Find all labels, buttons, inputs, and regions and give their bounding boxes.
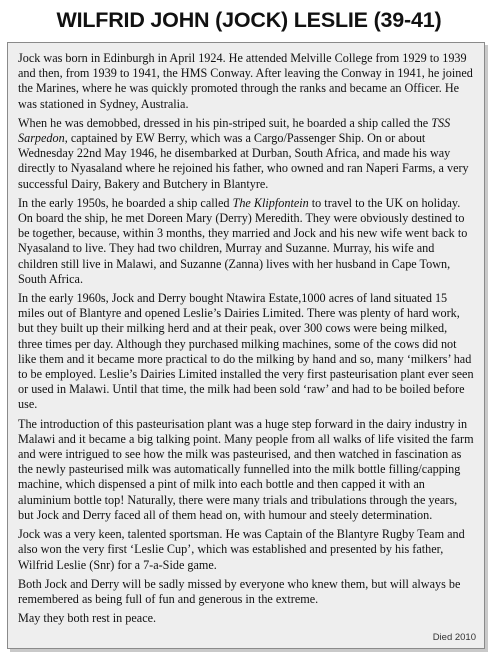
death-year-note: Died 2010 — [432, 632, 476, 643]
ship-name: TSS Sarpedon — [18, 115, 451, 146]
ship-name: The Klipfontein — [232, 195, 309, 210]
obituary-panel — [7, 42, 485, 649]
page-title: WILFRID JOHN (JOCK) LESLIE (39-41) — [56, 8, 442, 32]
paragraph-text: to travel to the UK on holiday. On board the ship, he met Doreen Mary (Derry) Meredith. They were obviously destined to be together, because, within 3 months, they married and Jock and his new wife went back to Nyasaland to live. They had two children, Murray and Suzanne. Murray, his wife and children still live in Malawi, and Suzanne (Zanna) lives with her husband in Cape Town, South Africa. — [18, 195, 468, 286]
paragraph-remembrance: Both Jock and Derry will be sadly missed by everyone who knew them, but will always be remembered as being full of fun and generous in the extreme. — [18, 576, 461, 606]
paragraph-pasteurisation: The introduction of this pasteurisation plant was a huge step forward in the dairy industry in Malawi and it became a big talking point. Many people from all walks of life visited the farm and were intrigued to see how the milk was pasteurised, and then watched in fascination as the newly pasteurised milk was automatically funnelled into the milk bottle filling/capping machine, which dispensed a pint of milk into each bottle and then capped it with an aluminium bottle top! Naturally, there were many trials and tribulations through the years, but Jock and Derry faced all of them head on, with humour and steely determination. — [18, 416, 474, 522]
paragraph-text: When he was demobbed, dressed in his pin-striped suit, he boarded a ship called the — [18, 115, 432, 130]
paragraph-text: , captained by EW Berry, which was a Cargo/Passenger Ship. On or about Wednesday 22nd May 1946, he disembarked at Durban, South Africa, and made his way directly to Nyasaland where he rejoined his father, who owned and ran Naperi Farms, a very successful Dairy, Bakery and Butchery in Blantyre. — [18, 131, 469, 191]
paragraph-sport: Jock was a very keen, talented sportsman. He was Captain of the Blantyre Rugby Team and also won the very first ‘Leslie Cup’, which was established and presented by his father, Wilfrid Leslie (Snr) for a 7-a-Side game. — [18, 527, 465, 572]
paragraph-demob — [18, 116, 474, 192]
paragraph-marriage — [18, 196, 474, 287]
paragraph-dairy: In the early 1960s, Jock and Derry bought Ntawira Estate,1000 acres of land situated 15 miles out of Blantyre and opened Leslie’s Dairies Limited. There was plenty of hard work, but they built up their milking herd and at their peak, over 300 cows were being milked, three times per day. Although they purchased milking machines, some of the cows did not like them and it became more practical to do the milking by hand and so, many ‘milkers’ had to be employed. Leslie’s Dairies Limited installed the very first pasteurisation plant ever seen or used in Malawi. Until that time, the milk had been sold ‘raw’ and had to be boiled before use. — [18, 291, 474, 412]
paragraph-text: In the early 1950s, he boarded a ship called — [18, 195, 233, 210]
paragraph-rest-in-peace: May they both rest in peace. — [18, 611, 157, 626]
paragraph-early-life: Jock was born in Edinburgh in April 1924. He attended Melville College from 1929 to 1939 and then, from 1939 to 1941, the HMS Conway. After leaving the Conway in 1941, he joined the Marines, where he was quickly promoted through the ranks and became an Officer. He was stationed in Sydney, Australia. — [18, 51, 473, 111]
